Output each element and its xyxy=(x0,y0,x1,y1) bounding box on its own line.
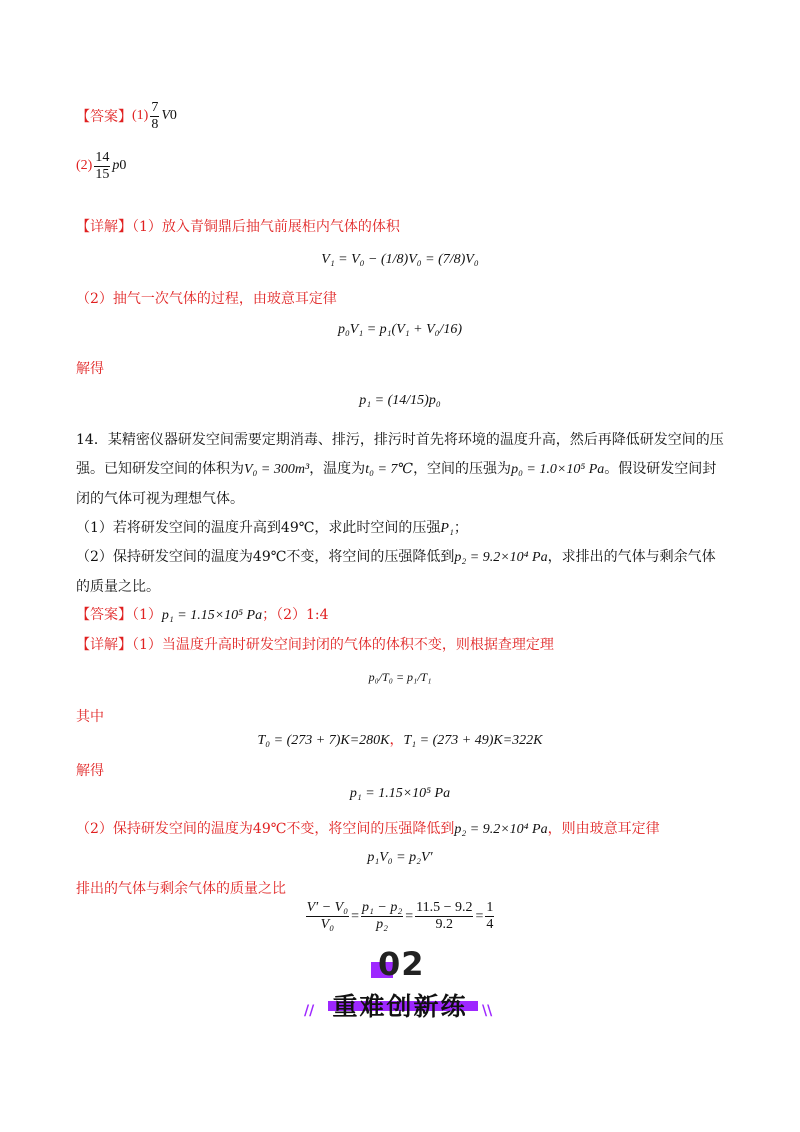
frac-denominator: V₀ xyxy=(320,917,335,932)
equation xyxy=(0,729,800,749)
q14-text-line3: 闭的气体可视为理想气体。 xyxy=(76,491,244,507)
text: 。假设研发空间封 xyxy=(604,461,717,477)
equation: p₁V₀ = p₂V′ xyxy=(367,850,433,865)
frac-numerator: V′ − V₀ xyxy=(306,900,349,915)
part-prefix: (1) xyxy=(132,108,149,123)
section-title-ribbon xyxy=(308,989,492,1019)
q14-detail-line2 xyxy=(76,818,660,838)
frac-denominator: p₂ xyxy=(376,917,389,932)
frac-denominator: 15 xyxy=(95,166,110,182)
detail-text: （1）放入青铜鼎后抽气前展柜内气体的体积 xyxy=(132,219,400,235)
equals-sign: = xyxy=(351,908,359,924)
section-number: 02 xyxy=(378,945,425,983)
q14-part1 xyxy=(76,517,468,537)
text: ； xyxy=(453,520,468,536)
ratio-equation xyxy=(0,900,800,933)
detail-text: （1）当温度升高时研发空间封闭的气体的体积不变，则根据查理定理 xyxy=(132,637,554,653)
variable: V xyxy=(161,108,170,123)
math: p₁ = 1.15×10⁵ Pa xyxy=(161,608,263,623)
frac-denominator: 8 xyxy=(151,116,159,132)
q13-detail-line1 xyxy=(76,216,400,236)
math: T₁ = (273 + 49)K=322K xyxy=(403,733,543,748)
fraction xyxy=(415,900,473,933)
text: ； xyxy=(262,607,277,623)
math: p₂ = 9.2×10⁴ Pa xyxy=(454,822,548,837)
equation: p₁ = 1.15×10⁵ Pa xyxy=(349,786,451,801)
text: ， xyxy=(389,732,404,748)
text: 强。已知研发空间的体积为 xyxy=(76,461,244,477)
frac-numerator: 1 xyxy=(486,900,494,915)
q13-detail-line2: （2）抽气一次气体的过程，由玻意耳定律 xyxy=(76,291,337,307)
frac-numerator: 14 xyxy=(95,149,110,165)
answer-label: 【答案】 xyxy=(76,109,132,125)
equals-sign: = xyxy=(405,908,414,924)
math: P₁ xyxy=(440,521,454,536)
solve-label: 解得 xyxy=(76,763,104,779)
right-slash-mark: \\ xyxy=(482,1003,493,1019)
fraction xyxy=(94,150,110,183)
text: （2）1:4 xyxy=(276,607,329,623)
equation: p₁ = (14/15)p₀ xyxy=(359,393,441,408)
q14-part2-cont: 的质量之比。 xyxy=(76,579,160,595)
equation: p₀/T₀ = p₁/T₁ xyxy=(368,670,432,684)
text: （1）若将研发空间的温度升高到49℃，求此时空间的压强 xyxy=(76,520,441,536)
left-slash-mark: // xyxy=(304,1003,315,1019)
text: （2）保持研发空间的温度为49℃不变，将空间的压强降低到 xyxy=(76,821,455,837)
text: ，求排出的气体与剩余气体 xyxy=(547,549,716,565)
math: V₀ = 300m³ xyxy=(244,462,310,477)
detail-label: 【详解】 xyxy=(76,637,132,653)
frac-denominator: 9.2 xyxy=(435,917,454,932)
answer-label: 【答案】 xyxy=(76,607,132,623)
variable: p xyxy=(112,158,120,173)
math: p₀ = 1.0×10⁵ Pa xyxy=(511,462,605,477)
frac-numerator: p₁ − p₂ xyxy=(362,900,403,915)
text: （2）保持研发空间的温度为49℃不变，将空间的压强降低到 xyxy=(76,549,455,565)
q14-text-line1: 14．某精密仪器研发空间需要定期消毒、排污，排污时首先将环境的温度升高，然后再降低研发空间的压 xyxy=(76,432,724,448)
detail-label: 【详解】 xyxy=(76,219,132,235)
solve-label: 解得 xyxy=(76,361,104,377)
text: ，空间的压强为 xyxy=(413,461,512,477)
fraction xyxy=(485,900,494,933)
q13-answer-part2 xyxy=(76,146,126,186)
text: （1） xyxy=(132,607,162,623)
frac-denominator: 4 xyxy=(486,917,494,932)
frac-numerator: 7 xyxy=(151,99,159,115)
section-title: 重难创新练 xyxy=(332,992,468,1021)
text: ，温度为 xyxy=(309,461,366,477)
q14-detail-line1 xyxy=(76,634,554,654)
math: p₂ = 9.2×10⁴ Pa xyxy=(454,550,548,565)
equals-sign: = xyxy=(475,908,484,924)
q13-answer-line xyxy=(76,96,177,136)
equation: V₁ = V₀ − (1/8)V₀ = (7/8)V₀ xyxy=(321,252,479,267)
subscript: 0 xyxy=(169,108,177,123)
fraction xyxy=(306,900,349,933)
q14-part2 xyxy=(76,546,716,566)
text: ，则由玻意耳定律 xyxy=(547,821,660,837)
math: T₀ = (273 + 7)K=280K xyxy=(257,733,390,748)
math: t₀ = 7℃ xyxy=(365,462,414,477)
subscript: 0 xyxy=(119,158,127,173)
equation: p₀V₁ = p₁(V₁ + V₀/16) xyxy=(337,322,463,337)
where-label: 其中 xyxy=(76,709,104,725)
fraction xyxy=(150,100,159,133)
q14-answer-line xyxy=(76,604,329,624)
q14-detail-line3: 排出的气体与剩余气体的质量之比 xyxy=(76,881,286,897)
part-prefix: (2) xyxy=(76,158,93,173)
q14-text-line2 xyxy=(76,458,716,478)
frac-numerator: 11.5 − 9.2 xyxy=(416,900,473,915)
fraction xyxy=(361,900,403,933)
